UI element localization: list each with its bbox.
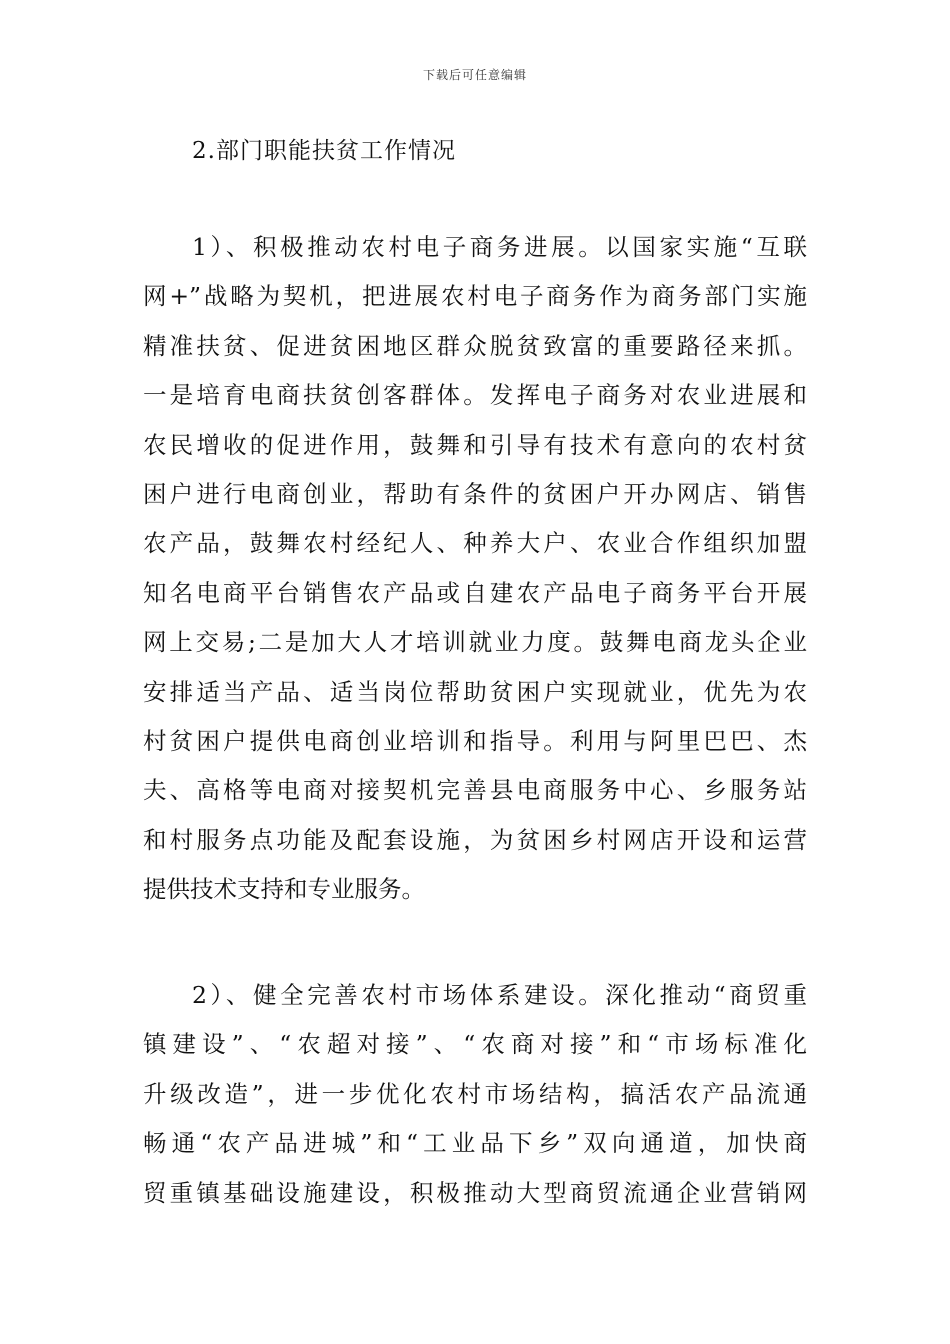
header-note: 下载后可任意编辑: [422, 68, 527, 82]
paragraph-line: 农产品，鼓舞农村经纪人、种养大户、农业合作组织加盟: [143, 529, 807, 558]
paragraph-line: 农民增收的促进作用，鼓舞和引导有技术有意向的农村贫: [143, 430, 807, 459]
paragraph-line: 贸重镇基础设施建设，积极推动大型商贸流通企业营销网: [143, 1178, 807, 1207]
paragraph-line: 知名电商平台销售农产品或自建农产品电子商务平台开展: [143, 578, 807, 607]
paragraph-line: 2）、健全完善农村市场体系建设。深化推动“商贸重: [192, 981, 807, 1009]
paragraph-line: 夫、高格等电商对接契机完善县电商服务中心、乡服务站: [143, 776, 807, 805]
paragraph-line: 一是培育电商扶贫创客群体。发挥电子商务对农业进展和: [143, 381, 807, 410]
paragraph-line: 网上交易;二是加大人才培训就业力度。鼓舞电商龙头企业: [143, 628, 807, 657]
paragraph-2: [143, 971, 807, 1218]
paragraph-line: 安排适当产品、适当岗位帮助贫困户实现就业，优先为农: [143, 677, 807, 706]
paragraph-line: 1）、积极推动农村电子商务进展。以国家实施“互联: [192, 233, 807, 261]
paragraph-line: 畅通“农产品进城”和“工业品下乡”双向通道，加快商: [143, 1129, 807, 1158]
paragraph-line: 精准扶贫、促进贫困地区群众脱贫致富的重要路径来抓。: [143, 331, 807, 360]
paragraph-line: 困户进行电商创业，帮助有条件的贫困户开办网店、销售: [143, 479, 807, 508]
paragraph-line: 和村服务点功能及配套设施，为贫困乡村网店开设和运营: [143, 825, 807, 854]
paragraph-line: 网+”战略为契机，把进展农村电子商务作为商务部门实施: [143, 282, 807, 311]
paragraph-line: 升级改造”，进一步优化农村市场结构，搞活农产品流通: [143, 1079, 807, 1108]
paragraph-line: 镇建设”、“农超对接”、“农商对接”和“市场标准化: [143, 1030, 807, 1059]
paragraph-line: 村贫困户提供电商创业培训和指导。利用与阿里巴巴、杰: [143, 726, 807, 755]
paragraph-1: [143, 223, 807, 914]
section-heading: 2.部门职能扶贫工作情况: [192, 138, 456, 164]
paragraph-line: 提供技术支持和专业服务。: [143, 875, 425, 904]
